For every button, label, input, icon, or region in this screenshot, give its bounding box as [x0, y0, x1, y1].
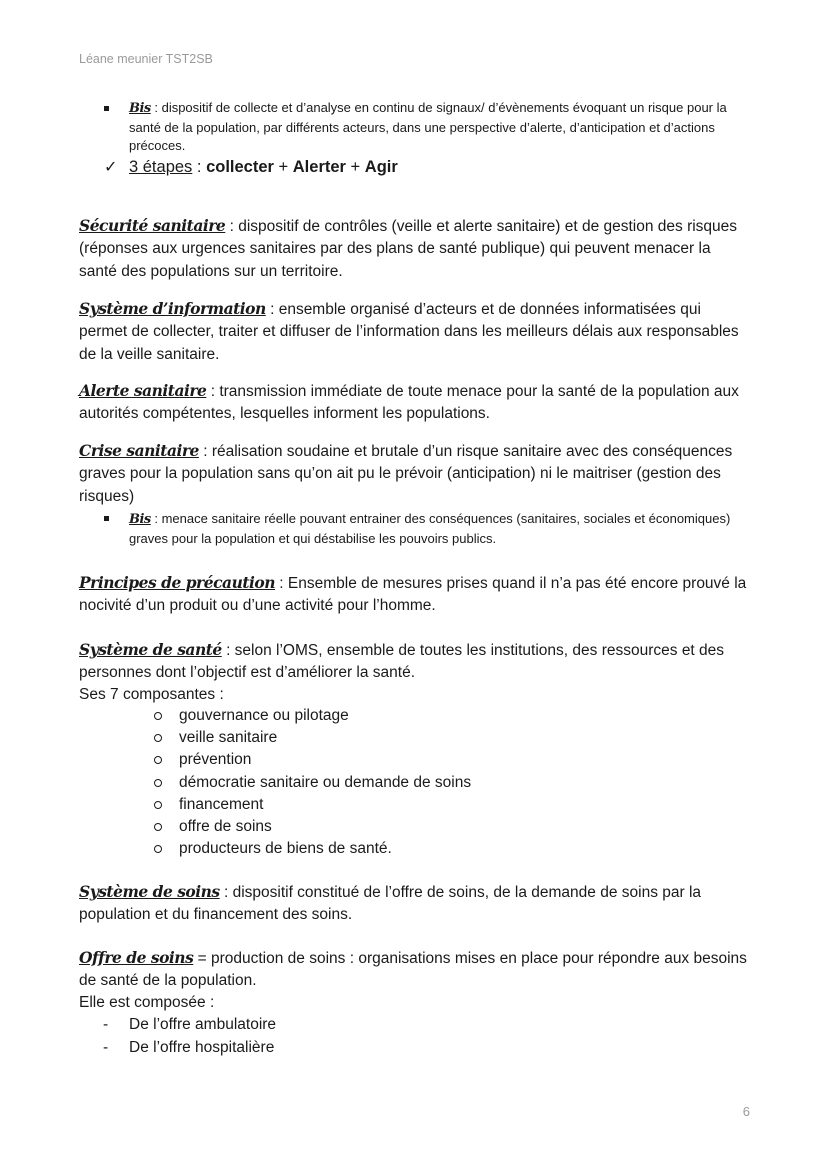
circle-bullet-icon	[154, 779, 162, 787]
circle-bullet-icon	[154, 756, 162, 764]
bis-text: : menace sanitaire réelle pouvant entrainer des conséquences (sanitaires, sociales et économiques) graves pour la population et qui déstabilise les pouvoirs publics.	[129, 511, 731, 546]
definition-securite-sanitaire	[79, 215, 751, 283]
definition-term: Sécurité sanitaire	[79, 216, 226, 235]
list-item	[154, 794, 471, 816]
composantes-list	[154, 705, 471, 860]
circle-bullet-icon	[154, 712, 162, 720]
list-item	[154, 838, 471, 860]
list-item	[103, 1013, 276, 1036]
list-item-text: démocratie sanitaire ou demande de soins	[179, 773, 472, 791]
list-item-text: De l’offre hospitalière	[129, 1039, 275, 1056]
definition-systeme-sante	[79, 639, 751, 685]
bis-term: Bis	[129, 101, 151, 116]
list-item-text: offre de soins	[179, 817, 272, 835]
square-bullet-icon	[104, 516, 109, 521]
definition-alerte-sanitaire	[79, 380, 751, 426]
definition-term: Système de soins	[79, 882, 220, 901]
definition-text: : Ensemble de mesures prises quand il n’a pas été encore prouvé la nocivité d’un produit ou d’une activité pour l’homme.	[79, 575, 747, 615]
list-item	[154, 816, 471, 838]
definition-offre-soins	[79, 947, 751, 993]
etapes-separator: :	[192, 158, 207, 176]
list-item	[154, 727, 471, 749]
definition-term: Système de santé	[79, 640, 222, 659]
definition-text: : ensemble organisé d’acteurs et de données informatisées qui permet de collecter, traiter et diffuser de l’information dans les meilleurs délais aux responsables de la veille sanitaire.	[79, 301, 739, 363]
veille-bis-paragraph	[129, 99, 751, 156]
composantes-intro: Ses 7 composantes :	[79, 686, 224, 703]
list-item-text: prévention	[179, 751, 252, 769]
definition-term: Principes de précaution	[79, 573, 275, 592]
definition-crise-sanitaire	[79, 440, 751, 508]
offre-list	[103, 1013, 276, 1059]
definition-term: Alerte sanitaire	[79, 381, 207, 400]
etapes-label: 3 étapes	[129, 158, 193, 176]
list-item	[103, 1036, 276, 1059]
check-icon: ✓	[104, 159, 118, 176]
circle-bullet-icon	[154, 845, 162, 853]
list-item	[154, 749, 471, 771]
circle-bullet-icon	[154, 734, 162, 742]
list-item-text: veille sanitaire	[179, 729, 278, 747]
step-alerter: Alerter	[292, 158, 346, 176]
list-item-text: financement	[179, 795, 264, 813]
plus-sign: +	[345, 158, 365, 176]
list-item	[154, 705, 471, 727]
step-agir: Agir	[364, 158, 398, 176]
definition-text: : dispositif de contrôles (veille et alerte sanitaire) et de gestion des risques (réponses aux urgences sanitaires par des plans de santé publique) qui peuvent menacer la santé des populations sur un territoire.	[79, 218, 738, 280]
square-bullet-icon	[104, 106, 109, 111]
step-collecter: collecter	[206, 158, 274, 176]
definition-systeme-information	[79, 298, 751, 366]
definition-systeme-soins	[79, 881, 751, 927]
list-item-text: gouvernance ou pilotage	[179, 707, 349, 724]
definition-text: : transmission immédiate de toute menace pour la santé de la population aux autorités compétentes, lesquelles informent les populations.	[79, 383, 739, 423]
offre-intro: Elle est composée :	[79, 994, 215, 1011]
list-item-text: De l’offre ambulatoire	[129, 1016, 277, 1033]
page-header-author: Léane meunier TST2SB	[79, 52, 213, 66]
plus-sign: +	[273, 158, 293, 176]
definition-term: Système d’information	[79, 299, 266, 318]
definition-text: : dispositif constitué de l’offre de soins, de la demande de soins par la population et du financement des soins.	[79, 884, 702, 924]
definition-term: Crise sanitaire	[79, 441, 199, 460]
circle-bullet-icon	[154, 801, 162, 809]
definition-text: : réalisation soudaine et brutale d’un risque sanitaire avec des conséquences graves pour la population sans qu’on ait pu le prévoir (anticipation) ni le maitriser (gestion des risques)	[79, 443, 733, 505]
definition-text: : selon l’OMS, ensemble de toutes les institutions, des ressources et des personnes dont l’objectif est d’améliorer la santé.	[79, 642, 725, 682]
dash-bullet-icon: -	[103, 1039, 109, 1056]
bis-term: Bis	[129, 512, 151, 527]
list-item	[154, 772, 471, 794]
definition-text: = production de soins : organisations mises en place pour répondre aux besoins de santé de la population.	[79, 950, 747, 990]
circle-bullet-icon	[154, 823, 162, 831]
crise-bis-paragraph	[129, 510, 751, 548]
bis-text: : dispositif de collecte et d’analyse en continu de signaux/ d’évènements évoquant un risque pour la santé de la population, par différents acteurs, dans une perspective d’alerte, d’anticipation et d’actions précoces.	[129, 100, 727, 153]
definition-principes-precaution	[79, 572, 751, 618]
etapes-line	[129, 156, 398, 178]
page-number: 6	[742, 1104, 750, 1119]
dash-bullet-icon: -	[103, 1016, 109, 1033]
list-item-text: producteurs de biens de santé.	[179, 840, 392, 858]
definition-term: Offre de soins	[79, 948, 194, 967]
